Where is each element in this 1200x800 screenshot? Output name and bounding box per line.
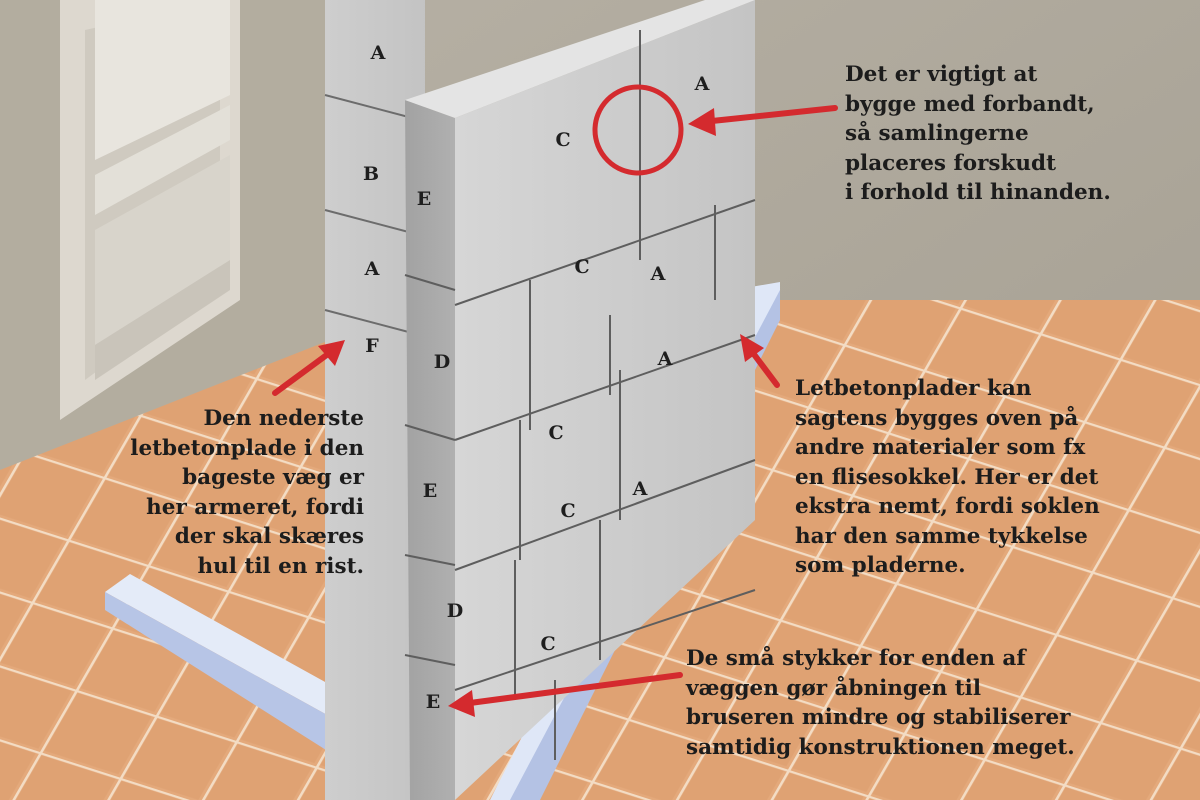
block-label: D	[433, 351, 451, 373]
block-label: C	[548, 422, 564, 444]
annotation-reinforced-bottom-plate: Den nederste letbetonplade i den bageste væg er her armeret, fordi der skal skæres hul til en rist.	[130, 406, 364, 579]
block-label: C	[555, 129, 571, 151]
block-label: A	[694, 73, 710, 95]
block-label: A	[364, 258, 380, 280]
block-label: E	[422, 480, 438, 502]
block-label: E	[416, 188, 432, 210]
block-label: F	[365, 335, 379, 357]
annotation-plinth: Letbetonplader kan sagtens bygges oven på andre materialer som fx en flisesokkel. Her er det ekstra nemt, fordi soklen har den samme tykkelse som pladerne.	[795, 376, 1100, 578]
block-label: E	[425, 691, 441, 713]
block-label: A	[370, 42, 386, 64]
block-label: C	[574, 256, 590, 278]
block-label: B	[362, 163, 380, 185]
block-label: A	[632, 478, 648, 500]
annotation-end-pieces: De små stykker for enden af væggen gør åbningen til bruseren mindre og stabiliserer samtidig konstruktionen meget.	[686, 646, 1075, 760]
annotation-bond-pattern: Det er vigtigt at bygge med forbandt, så samlingerne placeres forskudt i forhold til hinanden.	[845, 62, 1111, 205]
block-label: C	[540, 633, 556, 655]
block-label: A	[650, 263, 666, 285]
block-label: D	[446, 600, 464, 622]
block-label: A	[657, 348, 673, 370]
block-label: C	[560, 500, 576, 522]
